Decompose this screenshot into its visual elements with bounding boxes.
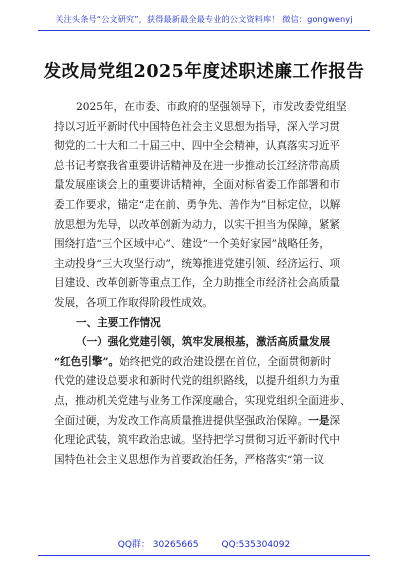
footer-qq-group: QQ群： 30265665 [117,540,199,550]
body-line [54,412,354,432]
body-line: 放思想为先导，以改革创新为动力，以实干担当为保障，紧紧 [54,218,341,231]
document-title: 发改局党组2025年度述职述廉工作报告 [43,62,365,82]
body-line: 2025年，在市委、市政府的坚强领导下，市发改委党组坚 [76,101,347,113]
subsection-line [54,353,354,373]
top-banner: 关注头条号“公文研究”，获得最新最全最专业的公文资料库！ 微信：gongwenyj [55,14,353,24]
subsection-heading: （一）强化党建引领，筑牢发展根基，激活高质量发展 [76,336,331,349]
body-text: 全面过硬，为发改工作高质量推进提供坚强政治保障。 [54,414,309,427]
body-line: 化理论武装，筑牢政治忠诚。坚持把学习贯彻习近平新时代中 [54,434,341,447]
bold-marker: 一是 [308,414,330,427]
body-line: 代党的建设总要求和新时代党的组织路线，以提升组织力为重 [54,375,341,388]
body-line: 量发展座谈会上的重要讲话精神，全面对标省委工作部署和市 [54,179,341,192]
body-line: 委工作要求，锚定“走在前、勇争先、善作为”目标定位，以解 [54,198,341,211]
body-text: 深 [329,414,341,427]
body-line: 持以习近平新时代中国特色社会主义思想为指导，深入学习贯 [54,120,341,133]
body-line: 总书记考察我省重要讲话精神及在进一步推动长江经济带高质 [54,159,341,172]
body-line: 点，推动机关党建与业务工作深度融合，实现党组织全面进步、 [54,394,351,407]
body-text: 始终把党的政治建设摆在首位，全面贯彻新时 [119,355,332,368]
body-line: 国特色社会主义思想作为首要政治任务，严格落实“第一议 [54,453,325,466]
body-line: 围绕打造“三个区域中心”、建设“一个美好家园”战略任务， [54,238,330,251]
footer [0,537,408,550]
top-divider [38,30,370,31]
footer-qq: QQ:535304092 [221,540,291,550]
body-line: 主动投身“三大攻坚行动”，统筹推进党建引领、经济运行、项 [54,257,341,270]
body-line: 彻党的二十大和二十届三中、四中全会精神，认真落实习近平 [54,140,341,153]
bottom-divider [38,555,370,556]
body-line: 发展，各项工作取得阶段性成效。 [54,296,213,309]
document-body [54,98,354,470]
subsection-heading-cont: “红色引擎”。 [54,355,120,368]
section-heading: 一、主要工作情况 [76,316,161,329]
body-line: 目建设、改革创新等重点工作，全力助推全市经济社会高质量 [54,277,341,290]
